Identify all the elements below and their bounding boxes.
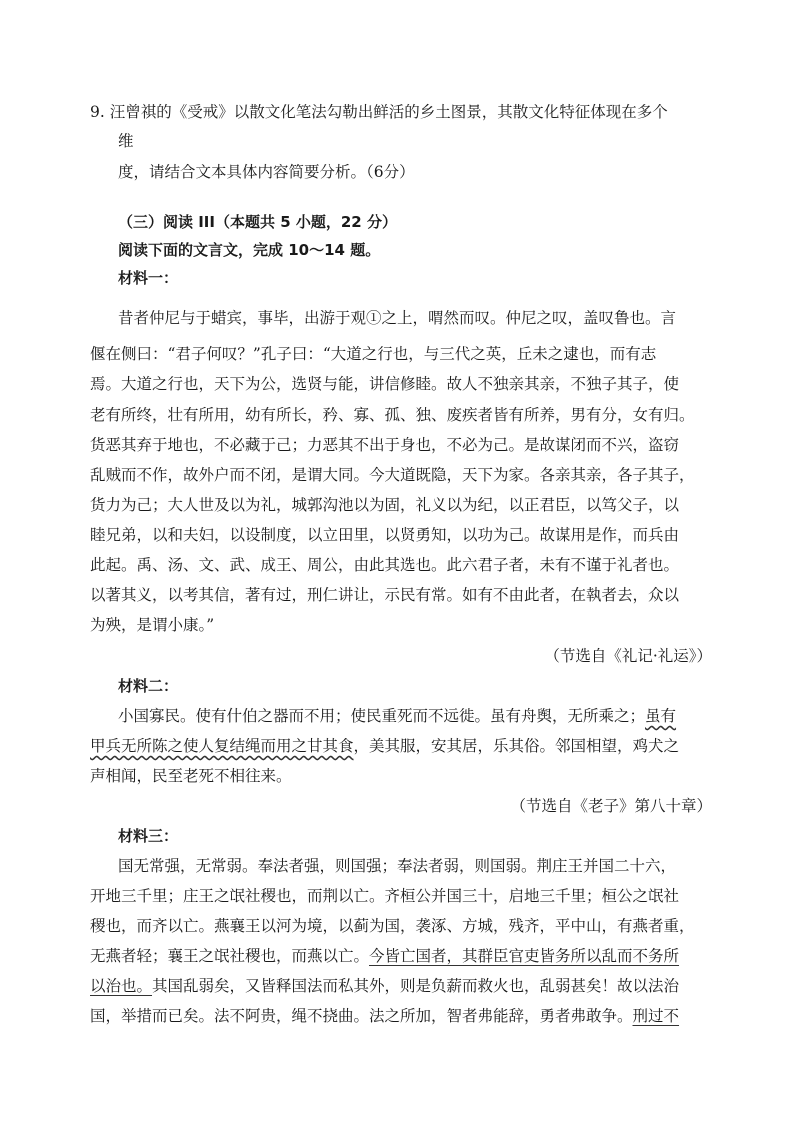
material-3-line-4 [90,946,679,966]
material-3-underlined-text: 刑过不 [632,1007,680,1025]
section-3-instruction: 阅读下面的文言文，完成 10～14 题。 [118,241,381,259]
material-1-line: 偃在侧曰：“君子何叹？”孔子曰：“大道之行也，与三代之英，丘未之逮也，而有志 [90,345,657,363]
material-1-line: 货恶其弃于地也，不必藏于己；力恶其不出于身也，不必为己。是故谋闭而不兴，盗窃 [90,436,680,454]
material-3-line-2: 开地三千里；庄王之氓社稷也，而荆以亡。齐桓公并国三十，启地三千里；桓公之氓社 [90,887,680,905]
section-3-title: （三）阅读 III（本题共 5 小题，22 分） [118,213,397,231]
material-3-text: 无燕者轻；襄王之氓社稷也，而燕以亡。 [90,947,370,965]
material-2-line-3: 声相闻，民至老死不相往来。 [90,767,292,785]
question-9-line-1: 9. 汪曾祺的《受戒》以散文化笔法勾勒出鲜活的乡土图景，其散文化特征体现在多个 [90,103,668,121]
material-3-heading: 材料三： [118,827,179,845]
material-3-line-1: 国无常强，无常弱。奉法者强，则国强；奉法者弱，则国弱。荆庄王并国二十六， [118,857,677,875]
material-1-line: 昔者仲尼与于蜡宾，事毕，出游于观①之上，喟然而叹。仲尼之叹，盖叹鲁也。言 [118,309,677,327]
material-3-underlined-text: 以治也。 [90,977,153,995]
material-1-line: 乱贼而不作，故外户而不闭，是谓大同。今大道既隐，天下为家。各亲其亲，各子其子， [90,466,695,484]
material-1-heading: 材料一： [118,269,179,287]
material-2-line-1 [118,706,676,726]
material-3-text: 国，举措而已矣。法不阿贵，绳不挠曲。法之所加，智者弗能辞，勇者弗敢争。 [90,1007,633,1025]
material-2-text: ，美其服，安其居，乐其俗。邻国相望，鸡犬之 [353,737,680,755]
material-1-source: （节选自《礼记·礼运》） [544,647,712,665]
material-1-line: 为殃，是谓小康。” [90,616,215,634]
material-2-source: （节选自《老子》第八十章） [510,797,712,815]
material-2-underlined-text: 甲兵无所陈之使人复结绳而用之甘其食 [90,737,354,755]
material-2-underlined-text: 虽有 [645,707,677,725]
material-3-text: 其国乱弱矣，又皆释国法而私其外，则是负薪而救火也，乱弱甚矣！故以法治 [152,977,680,995]
material-1-line: 此起。禹、汤、文、武、成王、周公，由此其选也。此六君子者，未有不谨于礼者也。 [90,556,680,574]
question-9-line-2: 维 [118,132,134,150]
material-3-underlined-text: 今皆亡国者，其群臣官吏皆务所以乱而不务所 [369,947,680,965]
material-1-line: 老有所终，壮有所用，幼有所长，矜、寡、孤、独、废疾者皆有所养，男有分，女有归。 [90,406,695,424]
material-1-line: 睦兄弟，以和夫妇，以设制度，以立田里，以贤勇知，以功为己。故谋用是作，而兵由 [90,526,680,544]
material-1-line: 以著其义，以考其信，著有过，刑仁讲让，示民有常。如有不由此者，在執者去，众以 [90,586,680,604]
material-3-line-5 [90,976,679,996]
material-2-text: 小国寡民。使有什伯之器而不用；使民重死而不远徙。虽有舟舆，无所乘之； [118,707,646,725]
material-2-line-2 [90,736,679,756]
material-3-line-3: 稷也，而齐以亡。燕襄王以河为境，以蓟为国，袭涿、方城，残齐，平中山，有燕者重， [90,917,695,935]
material-2-heading: 材料二： [118,677,179,695]
material-1-line: 货力为己；大人世及以为礼，城郭沟池以为固，礼义以为纪，以正君臣，以笃父子，以 [90,496,680,514]
material-1-line: 焉。大道之行也，天下为公，选贤与能，讲信修睦。故人不独亲其亲，不独子其子，使 [90,375,680,393]
material-3-line-6 [90,1006,679,1026]
question-9-line-3: 度，请结合文本具体内容简要分析。（6分） [118,163,415,181]
